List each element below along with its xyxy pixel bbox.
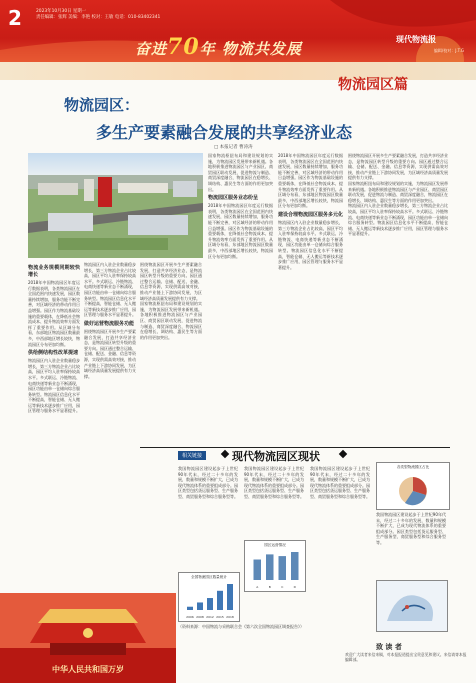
chart-bar [227,584,233,610]
sidebar-section-title: 现代物流园区现状 [232,450,320,463]
operation-chart-title: 园区运营情况 [264,543,286,547]
chart-bar [197,602,203,610]
chart-tick-label: 2012 [206,615,214,619]
chart-bar [207,598,213,610]
chart-tick-label: A [256,585,259,589]
chart-bar [279,556,287,580]
chart-tick-label: B [268,585,271,589]
column-3-text: 围绕物流园区开展多生产要素融合发展，打造共享经济业态，是物流园区转型升级的重要方向。园区通过整合运输、仓储、配送、金融、信息等资源，实现供需高效对接，推动产业链上下游协同发展，为区域经济高质量发展提供有力支撑。 [140,262,202,301]
sidebar-text-1-body: 我国物流园区建设起步于上世纪90年代末，经过二十多年的发展，数量和规模不断扩大，已成为现代物流体系的重要组成部分。园区类型包括货运服务型、生产服务型、商贸服务型和综合服务型等。 [178,466,238,499]
column-6-text-b: 国家物流枢纽布局和建设规划的实施，为物流园区发展带来新机遇。各地积极推进物流园区与产业园区、商贸园区联动发展，促进物流与制造、商贸深度融合，物流园区在稳增长、调结构、惠民生等方面的作用更加突出。 [348,180,448,203]
logistics-park-aerial-photo [28,153,203,258]
subhead-5: 建设合理物流园区服务多元化 [278,211,343,218]
article-column-4 [208,153,273,443]
sidebar-text-2-body: 我国物流园区建设起步于上世纪90年代末，经过二十多年的发展，数量和规模不断扩大，已成为现代物流体系的重要组成部分。园区类型包括货运服务型、生产服务型、商贸服务型和综合服务型等。 [244,466,304,499]
subhead-2: 供给侧结构性改革提速 [28,350,79,357]
park-count-bar-chart [179,580,239,620]
byline: □ 本报记者 曹涛涛 [214,145,253,150]
chart-tick-label: C [281,585,284,589]
section-marker-right [339,450,347,458]
column-3-text-b: 国家物流枢纽布局和建设规划的实施，为物流园区发展带来新机遇。各地积极推进物流园区与产业园区、商贸园区联动发展，促进物流与制造、商贸深度融合，物流园区在稳增长、调结构、惠民生等方面的作用更加突出。 [140,301,202,340]
chart-tick-label: D [293,585,296,589]
source-note [178,624,370,636]
column-5-text: 2018年中国物流园区年度运行数据表明，各类物流园区在全国范围内快速发展，园区数量持续增加，服务功能不断完善，对区域经济的带动作用日益增强。园区作为物流基础设施的重要载体，在降低社会物流成本、提升物流效率方面发挥了重要作用。从区域分布看，东部地区物流园区数量最多，中西部地区增长较快，物流园区分布更加均衡。 [278,153,343,209]
date-line: 2023年10月30日 星期一 [36,9,87,14]
location-map [376,580,448,632]
pie-chart [377,471,449,511]
header-banner [0,0,476,64]
chart-bar [217,591,223,610]
pie-chart-box [376,462,450,510]
chart-tick-label: 2015 [216,615,224,619]
column-6-text-c: 物流园区内入驻企业数量稳步增长，第三方物流企业占比较高，园区平均入驻率保持较高水平。多式联运、冷链物流、电商快递等新业态不断涌现，园区功能由单一仓储向综合服务转型。物流园区信息化水平不断提高，智能仓储、无人搬运等新技术逐步推广应用，园区管理与服务水平显著提升。 [348,203,448,237]
column-6-text: 围绕物流园区开展多生产要素融合发展，打造共享经济业态，是物流园区转型升级的重要方向。园区通过整合运输、仓储、配送、金融、信息等资源，实现供需高效对接，推动产业链上下游协同发展，为区域经济高质量发展提供有力支撑。 [348,153,448,181]
map-illustration [377,581,447,631]
park-count-chart-title: 全国物流园区数量统计 [191,575,227,579]
section-title: 物流园区篇 [338,77,408,93]
sidebar-text-1 [178,466,238,566]
headline-line1: 物流园区： [64,96,140,114]
subhead-4: 物流园区服务业态纷呈 [208,195,259,202]
footer-title: 致 读 者 [376,642,402,651]
subhead-1: 物流业务规模同期较快增长 [28,265,80,278]
column-4-text-b: 2018年中国物流园区年度运行数据表明，各类物流园区在全国范围内快速发展，园区数量持续增加，服务功能不断完善，对区域经济的带动作用日益增强。园区作为物流基础设施的重要载体，在降低社会物流成本、提升物流效率方面发挥了重要作用。从区域分布看，东部地区物流园区数量最多，中西部地区增长较快，物流园区分布更加均衡。 [208,203,273,259]
chart-bar [254,560,262,580]
column-2-text-b: 围绕物流园区开展多生产要素融合发展，打造共享经济业态，是物流园区转型升级的重要方向。园区通过整合运输、仓储、配送、金融、信息等资源，实现供需高效对接，推动产业链上下游协同发展，为区域经济高质量发展提供有力支撑。 [84,328,136,379]
column-4-text: 国家物流枢纽布局和建设规划的实施，为物流园区发展带来新机遇。各地积极推进物流园区与产业园区、商贸园区联动发展，促进物流与制造、商贸深度融合，物流园区在稳增长、调结构、惠民生等方面的作用更加突出。 [208,153,273,192]
headline-line2: 多生产要素融合发展的共享经济业态 [96,123,353,142]
sidebar-text-3-body: 我国物流园区建设起步于上世纪90年代末，经过二十多年的发展，数量和规模不断扩大，已成为现代物流体系的重要组成部分。园区类型包括货运服务型、生产服务型、商贸服务型和综合服务型等。 [310,466,370,499]
chart-bar [266,554,274,580]
editor-line: 责任编辑：张辉 美编：李艳 校对：王敏 电话：010-83402341 [36,15,161,20]
page-number: 2 [8,6,22,30]
chart-tick-label: 2018 [226,615,234,619]
source-note-text: （资料来源：中国物流与采购联合会《第六次全国物流园区调查报告》） [178,624,304,629]
footer-text: 欢迎广大读者来信来稿，对本报报道提出宝贵意见和建议。来信请寄本报编辑部。 [345,652,467,662]
column-1-text: 2018年中国物流园区年度运行数据表明，各类物流园区在全国范围内快速发展，园区数量持续增加，服务功能不断完善，对区域经济的带动作用日益增强。园区作为物流基础设施的重要载体，在降低社会物流成本、提升物流效率方面发挥了重要作用。从区域分布看，东部地区物流园区数量最多，中西部地区增长较快，物流园区分布更加均衡。 [28,280,80,347]
editor-note: 编辑/校对：J.T.G [433,48,464,53]
column-2-text: 物流园区内入驻企业数量稳步增长，第三方物流企业占比较高，园区平均入驻率保持较高水平。多式联运、冷链物流、电商快递等新业态不断涌现，园区功能由单一仓储向综合服务转型。物流园区信息化水平不断提高，智能仓储、无人搬运等新技术逐步推广应用，园区管理与服务水平显著提升。 [84,262,136,318]
bottom-banner-label: 中华人民共和国万岁 [8,662,168,676]
related-link-label: 相关链接 [178,451,206,460]
chart-tick-label: 2008 [196,615,204,619]
paper-name: 现代物流报 [396,34,436,44]
sidebar-text-4 [376,512,446,572]
slogan-part1: 奋进 [135,40,168,58]
sidebar-text-3 [310,466,370,616]
pie-chart-title: 各类型物流园区占比 [396,465,430,469]
operation-chart-box [244,540,306,592]
chart-bar [291,552,299,580]
sidebar-text-2 [244,466,304,536]
operation-bar-chart [245,548,305,590]
chart-tick-label: 2006 [186,615,194,619]
article-column-3 [140,262,202,442]
column-1-text-b: 物流园区内入驻企业数量稳步增长，第三方物流企业占比较高，园区平均入驻率保持较高水平。多式联运、冷链物流、电商快递等新业态不断涌现，园区功能由单一仓储向综合服务转型。物流园区信息化水平不断提高，智能仓储、无人搬运等新技术逐步推广应用，园区管理与服务水平显著提升。 [28,358,80,414]
slogan-number: 70 [167,34,200,60]
park-count-chart-box [178,572,240,622]
anniversary-slogan [135,34,302,60]
column-5-text-b: 物流园区内入驻企业数量稳步增长，第三方物流企业占比较高，园区平均入驻率保持较高水平。多式联运、冷链物流、电商快递等新业态不断涌现，园区功能由单一仓储向综合服务转型。物流园区信息化水平不断提高，智能仓储、无人搬运等新技术逐步推广应用，园区管理与服务水平显著提升。 [278,219,343,270]
article-column-5 [278,153,343,443]
slogan-part2: 年 物流共发展 [199,40,302,58]
sidebar-text-4-body: 我国物流园区建设起步于上世纪90年代末，经过二十多年的发展，数量和规模不断扩大，已成为现代物流体系的重要组成部分。园区类型包括货运服务型、生产服务型、商贸服务型和综合服务型等。 [376,512,446,545]
subhead-3: 做好运营物流服务功能 [84,320,135,327]
section-marker-left [221,450,229,458]
chart-bar [187,607,193,610]
article-column-6 [348,153,448,443]
